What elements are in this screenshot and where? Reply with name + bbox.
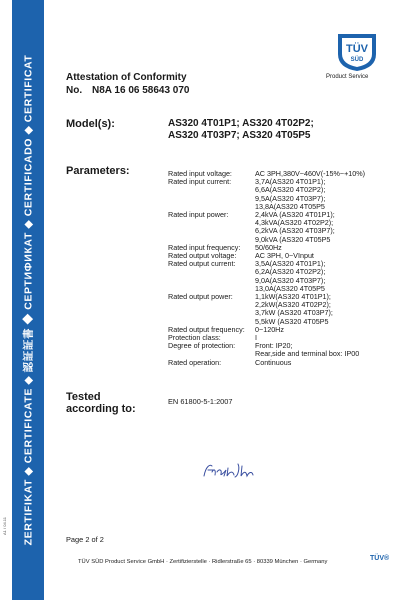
logo-top-text: TÜV bbox=[346, 43, 368, 55]
tuv-sud-logo-icon bbox=[336, 30, 378, 72]
parameter-label: Degree of protection: bbox=[168, 341, 236, 351]
number-label: No. bbox=[66, 85, 83, 96]
parameter-values bbox=[255, 293, 333, 326]
parameter-label: Rated output current: bbox=[168, 259, 236, 269]
tested-standard: EN 61800-5-1:2007 bbox=[168, 397, 233, 406]
form-code: A1 / 04.11 bbox=[2, 517, 7, 535]
certificate-sidebar bbox=[0, 0, 46, 600]
parameter-value: 13,0A(AS320 4T05P5 bbox=[255, 283, 325, 293]
parameter-values bbox=[255, 326, 284, 334]
parameter-value: Front: IP20; bbox=[255, 341, 293, 351]
parameters-label: Parameters: bbox=[66, 165, 130, 177]
parameter-label: Rated input frequency: bbox=[168, 242, 241, 252]
parameter-value: 0~120Hz bbox=[255, 324, 284, 334]
parameter-value: Rear,side and terminal box: IP00 bbox=[255, 349, 360, 359]
parameter-value: Continuous bbox=[255, 357, 292, 367]
parameter-value: 13,8A(AS320 4T05P5 bbox=[255, 201, 325, 211]
parameter-value: 5,5kW (AS320 4T05P5 bbox=[255, 316, 329, 326]
footer-tuv-mark: TÜV® bbox=[370, 555, 390, 562]
parameter-row bbox=[168, 211, 365, 244]
parameter-label: Rated input voltage: bbox=[168, 169, 232, 178]
logo-label: Product Service bbox=[326, 74, 369, 80]
models-value bbox=[168, 118, 314, 142]
signature-image bbox=[200, 458, 270, 482]
models-line: AS320 4T03P7; AS320 4T05P5 bbox=[168, 130, 311, 141]
parameter-values bbox=[255, 211, 335, 244]
parameter-value: 9,0A(AS320 4T03P7); bbox=[255, 275, 326, 285]
parameter-value: AC 3PH,380V~460V(-15%~+10%) bbox=[255, 169, 366, 178]
parameter-label: Rated output power: bbox=[168, 292, 233, 302]
models-line: AS320 4T01P1; AS320 4T02P2; bbox=[168, 118, 314, 129]
parameter-row bbox=[168, 178, 365, 211]
models-label: Model(s): bbox=[66, 118, 115, 130]
parameter-values bbox=[255, 359, 291, 367]
parameter-label: Rated output voltage: bbox=[168, 251, 237, 261]
parameter-label: Rated operation: bbox=[168, 357, 222, 367]
parameter-value: 6,6A(AS320 4T02P2); bbox=[255, 185, 326, 195]
page-number: Page 2 of 2 bbox=[66, 535, 104, 544]
parameter-row bbox=[168, 293, 365, 326]
parameter-row bbox=[168, 359, 365, 367]
parameter-value: 9,5A(AS320 4T03P7); bbox=[255, 193, 326, 203]
logo-bottom-text: SÜD bbox=[350, 57, 364, 63]
parameter-label: Protection class: bbox=[168, 333, 221, 343]
parameter-row bbox=[168, 342, 365, 358]
parameter-value: 3,7A(AS320 4T01P1); bbox=[255, 177, 326, 187]
parameter-value: 2,4kVA (AS320 4T01P1); bbox=[255, 210, 335, 220]
certificate-band-text: ZERTIFIKAT ◆ CERTIFICATE ◆ 認証証書 ◆ СЕРТИФИКАТ ◆ CERTIFICADO ◆ CERTIFICAT bbox=[22, 54, 35, 546]
parameter-value: 3,7kW (AS320 4T03P7); bbox=[255, 308, 333, 318]
parameter-value: 4,3kVA(AS320 4T02P2); bbox=[255, 218, 334, 228]
parameter-value: 50/60Hz bbox=[255, 242, 282, 252]
parameter-values bbox=[255, 260, 325, 293]
footer-address: TÜV SÜD Product Service GmbH · Zertifizierstelle · Ridlerstraße 65 · 80339 München · Germany bbox=[78, 559, 328, 565]
parameter-row bbox=[168, 260, 365, 293]
parameter-label: Rated output frequency: bbox=[168, 324, 245, 334]
parameter-value: I bbox=[255, 333, 257, 343]
parameter-value: AC 3PH, 0~VInput bbox=[255, 251, 314, 261]
document-number-line bbox=[66, 85, 190, 96]
parameter-value: 6,2kVA (AS320 4T03P7); bbox=[255, 226, 335, 236]
tested-label bbox=[66, 391, 136, 415]
parameter-value: 6,2A(AS320 4T02P2); bbox=[255, 267, 326, 277]
parameter-label: Rated input current: bbox=[168, 177, 232, 187]
tested-label-line: according to: bbox=[66, 403, 136, 415]
parameter-label: Rated input power: bbox=[168, 210, 229, 220]
parameter-value: 2,2kW(AS320 4T02P2); bbox=[255, 300, 331, 310]
document-number: N8A 16 06 58643 070 bbox=[92, 85, 190, 96]
parameter-values bbox=[255, 178, 325, 211]
parameter-values bbox=[255, 342, 359, 358]
parameter-value: 1,1kW(AS320 4T01P1); bbox=[255, 292, 331, 302]
parameter-value: 9,0kVA (AS320 4T05P5 bbox=[255, 234, 331, 244]
parameters-table bbox=[168, 170, 365, 367]
tested-label-line: Tested bbox=[66, 391, 101, 403]
parameter-value: 3,5A(AS320 4T01P1); bbox=[255, 259, 326, 269]
document-title: Attestation of Conformity bbox=[66, 72, 187, 83]
